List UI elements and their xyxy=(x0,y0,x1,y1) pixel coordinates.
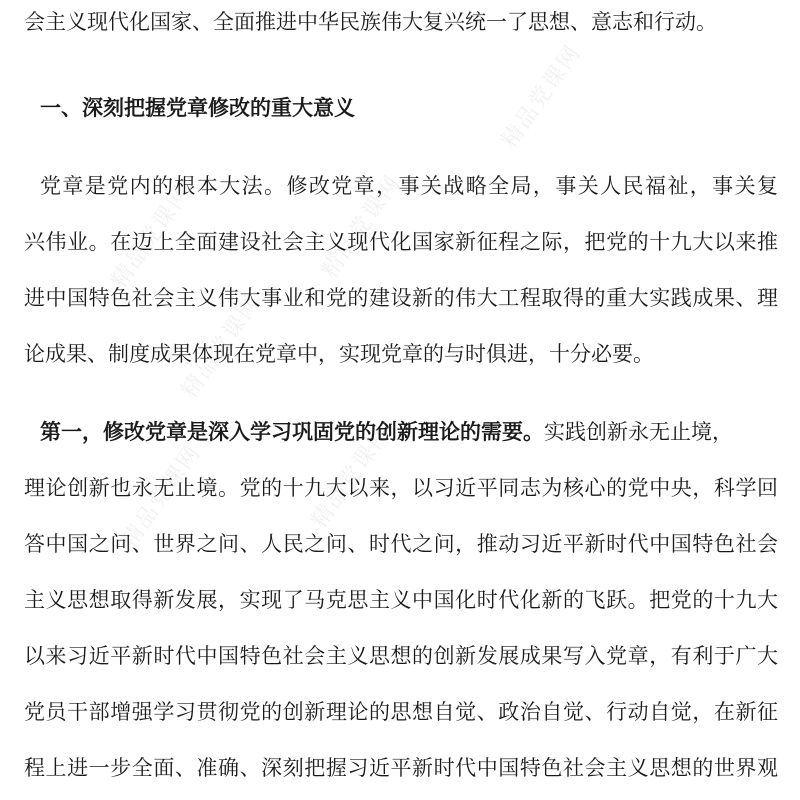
paragraph-line: 答中国之问、世界之问、人民之问、时代之问，推动习近平新时代中国特色社会 xyxy=(24,532,778,556)
paragraph-line: 以来习近平新时代中国特色社会主义思想的创新发展成果写入党章，有利于广大 xyxy=(24,644,778,668)
paragraph-line: 理论创新也永无止境。党的十九大以来，以习近平同志为核心的党中央，科学回 xyxy=(24,476,778,500)
paragraph-line: 主义思想取得新发展，实现了马克思主义中国化时代化新的飞跃。把党的十九大 xyxy=(24,588,778,612)
paragraph-line: 党员干部增强学习贯彻党的创新理论的思想自觉、政治自觉、行动自觉，在新征 xyxy=(24,700,778,724)
section-heading: 一、深刻把握党章修改的重大意义 xyxy=(40,96,355,120)
watermark: 精品党课网 xyxy=(116,440,207,553)
paragraph-line: 兴伟业。在迈上全面建设社会主义现代化国家新征程之际，把党的十九大以来推 xyxy=(24,230,778,254)
paragraph-line: 会主义现代化国家、全面推进中华民族伟大复兴统一了思想、意志和行动。 xyxy=(24,10,717,34)
watermark: 精品党课网 xyxy=(176,290,267,403)
paragraph-line: 党章是党内的根本大法。修改党章，事关战略全局，事关人民福祉，事关复 xyxy=(40,174,778,198)
paragraph-line: 进中国特色社会主义伟大事业和党的建设新的伟大工程取得的重大实践成果、理 xyxy=(24,286,778,310)
paragraph-line xyxy=(40,417,778,447)
paragraph-line: 论成果、制度成果体现在党章中，实现党章的与时俱进，十分必要。 xyxy=(24,342,654,366)
watermark: 精品党课网 xyxy=(316,170,407,283)
watermark: 精品党课网 xyxy=(106,180,197,293)
paragraph-line: 程上进一步全面、准确、深刻把握习近平新时代中国特色社会主义思想的世界观 xyxy=(24,756,778,780)
paragraph-text: 实践创新永无止境， xyxy=(544,420,733,444)
watermark: 精品党课网 xyxy=(496,40,587,153)
watermark: 精品党课网 xyxy=(306,420,397,533)
bold-lead-sentence: 第一，修改党章是深入学习巩固党的创新理论的需要。 xyxy=(40,420,544,444)
